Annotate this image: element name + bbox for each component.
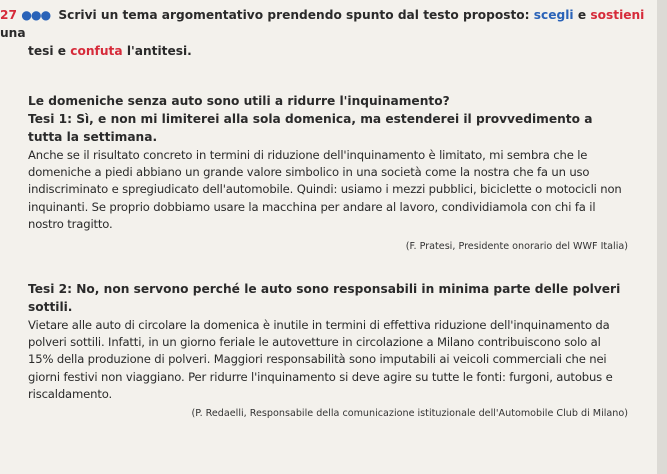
difficulty-dots: ●●●	[21, 8, 51, 22]
thesis-1-source: (F. Pratesi, Presidente onorario del WWF Italia)	[405, 240, 628, 252]
thesis-1-block	[28, 111, 628, 254]
thesis-2-block	[28, 281, 628, 421]
instruction-line-2	[0, 42, 660, 60]
instruction-text: una	[0, 26, 26, 40]
exercise-number: 27	[0, 8, 17, 22]
instruction-text: tesi e	[28, 44, 71, 58]
instruction-text: e	[573, 8, 591, 22]
exercise-prompt	[0, 6, 660, 60]
keyword-scegli: scegli	[533, 8, 574, 22]
article-headline: Le domeniche senza auto sono utili a ridurre l'inquinamento?	[28, 94, 450, 108]
instruction-text: l'antitesi.	[122, 44, 192, 58]
thesis-2-body: Vietare alle auto di circolare la domenica è inutile in termini di effettiva riduzione dell'inquinamento da polveri sottili. Infatti, in un giorno feriale le autovetture in circolazione a Milano contribuiscono solo al 15% della produzione di polveri. Maggiori responsabilità sono imputabili ai veicoli commerciali che nei giorni festivi non viaggiano. Per ridurre l'inquinamento si deve agire su tutte le fonti: furgoni, autobus e riscaldamento.	[28, 317, 613, 402]
keyword-sostieni: sostieni	[590, 8, 645, 22]
instruction-text: Scrivi un tema argomentativo prendendo spunto dal testo proposto:	[58, 8, 534, 22]
thesis-1-title: Tesi 1: Sì, e non mi limiterei alla sola domenica, ma estenderei il provvedimento a tutta la settimana.	[28, 112, 593, 144]
page-edge	[657, 0, 667, 474]
thesis-2-source: (P. Redaelli, Responsabile della comunicazione istituzionale dell'Automobile Club di Milano)	[191, 407, 628, 419]
instruction-line-1	[0, 8, 644, 40]
keyword-confuta: confuta	[70, 44, 123, 58]
thesis-1-body: Anche se il risultato concreto in termini di riduzione dell'inquinamento è limitato, mi sembra che le domeniche a piedi abbiano un grande valore simbolico in una società come la nostra che fa un uso indiscriminato e spregiudicato dell'automobile. Quindi: usiamo i mezzi pubblici, biciclette o motocicli non inquinanti. Se proprio dobbiamo usare la macchina per andare al lavoro, condividiamola con chi fa il nostro tragitto.	[28, 147, 622, 232]
thesis-2-title: Tesi 2: No, non servono perché le auto sono responsabili in minima parte delle polveri sottili.	[28, 282, 621, 314]
